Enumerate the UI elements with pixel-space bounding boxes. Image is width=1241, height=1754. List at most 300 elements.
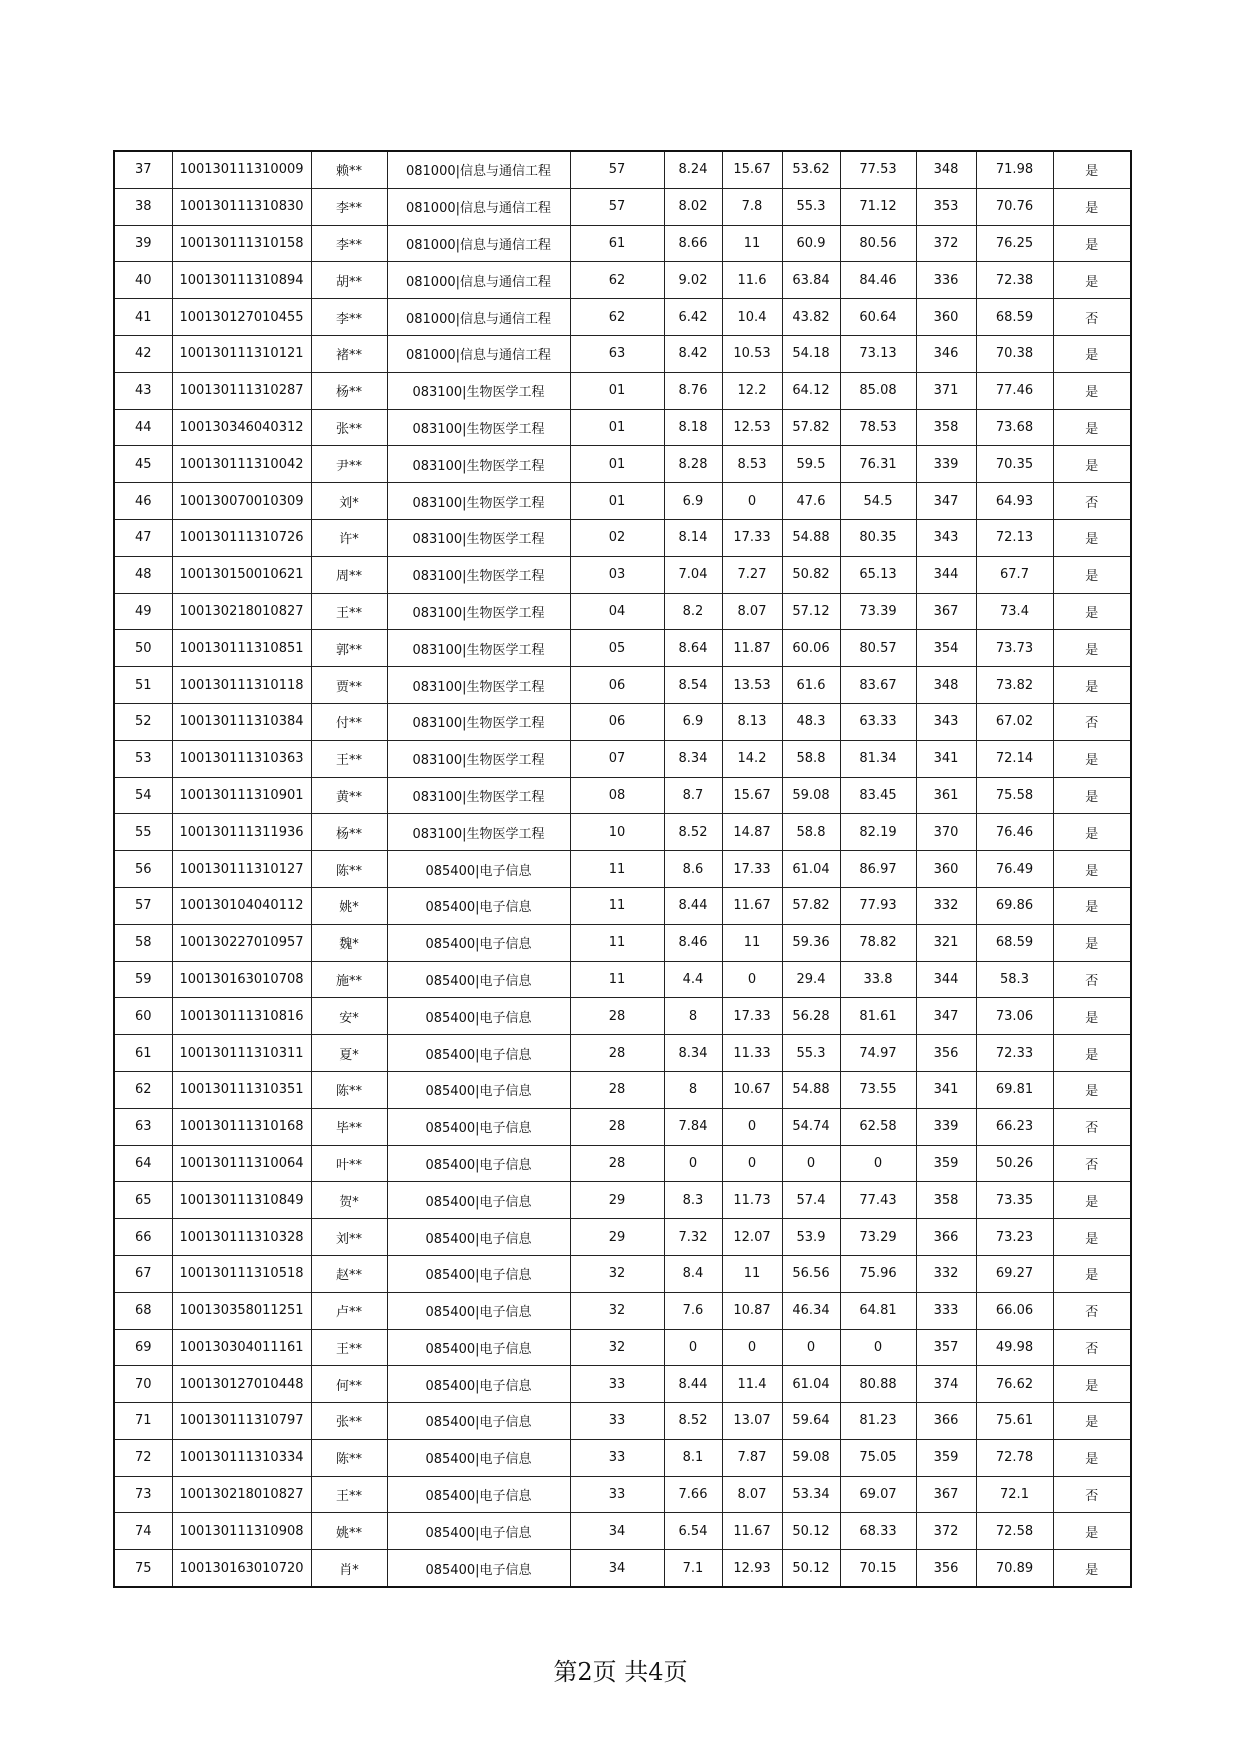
cell-exam-id: 100130111310118 — [172, 667, 311, 704]
cell-direction-code: 63 — [570, 335, 664, 372]
cell-direction-code: 11 — [570, 924, 664, 961]
cell-initial-score: 339 — [916, 446, 976, 483]
table-row — [114, 262, 1131, 299]
cell-final-score: 73.06 — [976, 998, 1053, 1035]
cell-score-c: 64.12 — [782, 372, 840, 409]
cell-row-number: 68 — [114, 1292, 172, 1329]
cell-score-a: 8.28 — [664, 446, 722, 483]
cell-name: 贾** — [311, 667, 387, 704]
cell-score-b: 11.33 — [722, 1035, 782, 1072]
cell-final-score: 71.98 — [976, 151, 1053, 188]
cell-name: 杨** — [311, 814, 387, 851]
cell-name: 刘** — [311, 1219, 387, 1256]
cell-row-number: 52 — [114, 703, 172, 740]
cell-score-total: 83.67 — [840, 667, 916, 704]
cell-major: 085400|电子信息 — [387, 1071, 570, 1108]
cell-score-c: 48.3 — [782, 703, 840, 740]
cell-exam-id: 100130111310851 — [172, 630, 311, 667]
cell-name: 卢** — [311, 1292, 387, 1329]
cell-score-b: 0 — [722, 961, 782, 998]
cell-initial-score: 358 — [916, 409, 976, 446]
cell-row-number: 70 — [114, 1366, 172, 1403]
cell-major: 085400|电子信息 — [387, 851, 570, 888]
cell-score-total: 75.05 — [840, 1439, 916, 1476]
cell-score-b: 11 — [722, 1255, 782, 1292]
cell-initial-score: 343 — [916, 519, 976, 556]
cell-exam-id: 100130227010957 — [172, 924, 311, 961]
cell-name: 贺* — [311, 1182, 387, 1219]
cell-name: 赖** — [311, 151, 387, 188]
results-table — [113, 150, 1132, 1588]
cell-exam-id: 100130111310849 — [172, 1182, 311, 1219]
cell-score-total: 74.97 — [840, 1035, 916, 1072]
cell-admitted: 是 — [1053, 262, 1131, 299]
cell-score-total: 73.13 — [840, 335, 916, 372]
cell-direction-code: 10 — [570, 814, 664, 851]
cell-exam-id: 100130111310830 — [172, 188, 311, 225]
cell-initial-score: 348 — [916, 151, 976, 188]
cell-direction-code: 29 — [570, 1182, 664, 1219]
cell-admitted: 是 — [1053, 1071, 1131, 1108]
cell-admitted: 是 — [1053, 1403, 1131, 1440]
cell-score-a: 8.76 — [664, 372, 722, 409]
cell-score-total: 81.34 — [840, 740, 916, 777]
cell-exam-id: 100130111310797 — [172, 1403, 311, 1440]
cell-score-total: 78.82 — [840, 924, 916, 961]
cell-final-score: 76.62 — [976, 1366, 1053, 1403]
cell-initial-score: 360 — [916, 299, 976, 336]
cell-initial-score: 356 — [916, 1550, 976, 1587]
cell-score-a: 8.46 — [664, 924, 722, 961]
cell-row-number: 71 — [114, 1403, 172, 1440]
cell-initial-score: 356 — [916, 1035, 976, 1072]
cell-name: 陈** — [311, 1439, 387, 1476]
cell-initial-score: 344 — [916, 961, 976, 998]
cell-final-score: 73.68 — [976, 409, 1053, 446]
cell-score-c: 58.8 — [782, 740, 840, 777]
cell-score-a: 8.2 — [664, 593, 722, 630]
cell-score-c: 46.34 — [782, 1292, 840, 1329]
cell-score-total: 73.39 — [840, 593, 916, 630]
cell-exam-id: 100130111310127 — [172, 851, 311, 888]
cell-row-number: 38 — [114, 188, 172, 225]
cell-initial-score: 332 — [916, 887, 976, 924]
cell-score-b: 10.4 — [722, 299, 782, 336]
cell-initial-score: 372 — [916, 1513, 976, 1550]
cell-admitted: 否 — [1053, 1145, 1131, 1182]
cell-admitted: 是 — [1053, 446, 1131, 483]
cell-row-number: 56 — [114, 851, 172, 888]
cell-score-c: 54.88 — [782, 1071, 840, 1108]
cell-exam-id: 100130111310518 — [172, 1255, 311, 1292]
table-row — [114, 814, 1131, 851]
cell-direction-code: 01 — [570, 446, 664, 483]
cell-score-total: 0 — [840, 1329, 916, 1366]
cell-final-score: 68.59 — [976, 299, 1053, 336]
cell-score-a: 8.52 — [664, 1403, 722, 1440]
cell-initial-score: 332 — [916, 1255, 976, 1292]
cell-direction-code: 02 — [570, 519, 664, 556]
cell-score-total: 70.15 — [840, 1550, 916, 1587]
cell-score-b: 8.13 — [722, 703, 782, 740]
cell-score-b: 8.53 — [722, 446, 782, 483]
cell-final-score: 72.38 — [976, 262, 1053, 299]
cell-major: 083100|生物医学工程 — [387, 630, 570, 667]
cell-direction-code: 11 — [570, 887, 664, 924]
cell-score-a: 8.6 — [664, 851, 722, 888]
cell-score-c: 57.4 — [782, 1182, 840, 1219]
cell-final-score: 76.25 — [976, 225, 1053, 262]
cell-final-score: 69.81 — [976, 1071, 1053, 1108]
cell-admitted: 否 — [1053, 1108, 1131, 1145]
cell-name: 杨** — [311, 372, 387, 409]
cell-major: 085400|电子信息 — [387, 1219, 570, 1256]
cell-score-b: 8.07 — [722, 593, 782, 630]
cell-major: 081000|信息与通信工程 — [387, 299, 570, 336]
cell-exam-id: 100130358011251 — [172, 1292, 311, 1329]
cell-row-number: 40 — [114, 262, 172, 299]
table-row — [114, 667, 1131, 704]
cell-direction-code: 01 — [570, 409, 664, 446]
cell-score-total: 77.93 — [840, 887, 916, 924]
cell-exam-id: 100130111310287 — [172, 372, 311, 409]
cell-exam-id: 100130111310908 — [172, 1513, 311, 1550]
cell-score-c: 61.04 — [782, 851, 840, 888]
cell-score-a: 7.04 — [664, 556, 722, 593]
cell-final-score: 75.61 — [976, 1403, 1053, 1440]
cell-direction-code: 33 — [570, 1403, 664, 1440]
cell-major: 085400|电子信息 — [387, 1366, 570, 1403]
cell-admitted: 是 — [1053, 593, 1131, 630]
cell-major: 085400|电子信息 — [387, 1513, 570, 1550]
cell-row-number: 73 — [114, 1476, 172, 1513]
cell-direction-code: 11 — [570, 961, 664, 998]
cell-row-number: 54 — [114, 777, 172, 814]
cell-initial-score: 344 — [916, 556, 976, 593]
cell-major: 083100|生物医学工程 — [387, 372, 570, 409]
cell-row-number: 72 — [114, 1439, 172, 1476]
table-row — [114, 1108, 1131, 1145]
cell-admitted: 是 — [1053, 519, 1131, 556]
cell-initial-score: 321 — [916, 924, 976, 961]
cell-direction-code: 32 — [570, 1292, 664, 1329]
cell-direction-code: 28 — [570, 1071, 664, 1108]
cell-exam-id: 100130111310384 — [172, 703, 311, 740]
cell-admitted: 是 — [1053, 372, 1131, 409]
cell-major: 083100|生物医学工程 — [387, 519, 570, 556]
cell-name: 姚** — [311, 1513, 387, 1550]
cell-score-c: 59.5 — [782, 446, 840, 483]
cell-major: 085400|电子信息 — [387, 1329, 570, 1366]
cell-direction-code: 32 — [570, 1329, 664, 1366]
cell-direction-code: 62 — [570, 262, 664, 299]
cell-score-c: 57.82 — [782, 409, 840, 446]
cell-initial-score: 367 — [916, 593, 976, 630]
cell-admitted: 否 — [1053, 1292, 1131, 1329]
cell-score-a: 8.64 — [664, 630, 722, 667]
cell-name: 张** — [311, 1403, 387, 1440]
cell-major: 081000|信息与通信工程 — [387, 225, 570, 262]
table-row — [114, 556, 1131, 593]
cell-score-b: 12.53 — [722, 409, 782, 446]
table-row — [114, 1439, 1131, 1476]
table-row — [114, 483, 1131, 520]
cell-final-score: 49.98 — [976, 1329, 1053, 1366]
cell-score-b: 12.07 — [722, 1219, 782, 1256]
cell-major: 083100|生物医学工程 — [387, 556, 570, 593]
cell-score-total: 81.61 — [840, 998, 916, 1035]
cell-admitted: 是 — [1053, 1255, 1131, 1292]
cell-score-a: 7.32 — [664, 1219, 722, 1256]
cell-score-b: 13.53 — [722, 667, 782, 704]
cell-exam-id: 100130111310334 — [172, 1439, 311, 1476]
cell-name: 王** — [311, 593, 387, 630]
cell-score-a: 8.02 — [664, 188, 722, 225]
cell-major: 085400|电子信息 — [387, 1550, 570, 1587]
cell-initial-score: 354 — [916, 630, 976, 667]
cell-score-c: 61.6 — [782, 667, 840, 704]
cell-final-score: 72.13 — [976, 519, 1053, 556]
cell-score-b: 11.6 — [722, 262, 782, 299]
cell-score-total: 80.35 — [840, 519, 916, 556]
cell-admitted: 是 — [1053, 777, 1131, 814]
cell-score-total: 65.13 — [840, 556, 916, 593]
cell-exam-id: 100130111310311 — [172, 1035, 311, 1072]
cell-admitted: 是 — [1053, 409, 1131, 446]
cell-major: 083100|生物医学工程 — [387, 446, 570, 483]
cell-major: 085400|电子信息 — [387, 1145, 570, 1182]
cell-final-score: 70.38 — [976, 335, 1053, 372]
cell-admitted: 是 — [1053, 667, 1131, 704]
cell-initial-score: 343 — [916, 703, 976, 740]
cell-score-b: 0 — [722, 1108, 782, 1145]
cell-final-score: 72.58 — [976, 1513, 1053, 1550]
cell-final-score: 73.4 — [976, 593, 1053, 630]
cell-score-b: 7.8 — [722, 188, 782, 225]
cell-admitted: 是 — [1053, 556, 1131, 593]
table-row — [114, 630, 1131, 667]
cell-exam-id: 100130150010621 — [172, 556, 311, 593]
cell-admitted: 是 — [1053, 887, 1131, 924]
cell-major: 081000|信息与通信工程 — [387, 262, 570, 299]
cell-score-c: 57.82 — [782, 887, 840, 924]
cell-name: 魏* — [311, 924, 387, 961]
table-row — [114, 998, 1131, 1035]
cell-direction-code: 28 — [570, 998, 664, 1035]
cell-score-c: 0 — [782, 1329, 840, 1366]
cell-score-b: 7.27 — [722, 556, 782, 593]
cell-score-a: 9.02 — [664, 262, 722, 299]
cell-initial-score: 336 — [916, 262, 976, 299]
cell-direction-code: 61 — [570, 225, 664, 262]
cell-initial-score: 357 — [916, 1329, 976, 1366]
cell-score-c: 53.9 — [782, 1219, 840, 1256]
cell-name: 胡** — [311, 262, 387, 299]
cell-exam-id: 100130111310064 — [172, 1145, 311, 1182]
cell-direction-code: 07 — [570, 740, 664, 777]
cell-major: 083100|生物医学工程 — [387, 814, 570, 851]
table-row — [114, 887, 1131, 924]
cell-score-c: 59.36 — [782, 924, 840, 961]
cell-direction-code: 11 — [570, 851, 664, 888]
cell-score-total: 77.53 — [840, 151, 916, 188]
cell-final-score: 72.33 — [976, 1035, 1053, 1072]
cell-direction-code: 33 — [570, 1476, 664, 1513]
cell-initial-score: 348 — [916, 667, 976, 704]
table-row — [114, 1292, 1131, 1329]
cell-exam-id: 100130111311936 — [172, 814, 311, 851]
cell-admitted: 否 — [1053, 1329, 1131, 1366]
cell-score-a: 6.54 — [664, 1513, 722, 1550]
cell-exam-id: 100130218010827 — [172, 593, 311, 630]
cell-initial-score: 366 — [916, 1403, 976, 1440]
cell-row-number: 51 — [114, 667, 172, 704]
cell-initial-score: 341 — [916, 1071, 976, 1108]
table-row — [114, 1329, 1131, 1366]
cell-score-total: 54.5 — [840, 483, 916, 520]
cell-score-total: 63.33 — [840, 703, 916, 740]
cell-score-a: 8.66 — [664, 225, 722, 262]
table-row — [114, 740, 1131, 777]
cell-score-a: 8.44 — [664, 1366, 722, 1403]
cell-row-number: 39 — [114, 225, 172, 262]
cell-admitted: 是 — [1053, 1035, 1131, 1072]
cell-major: 085400|电子信息 — [387, 1403, 570, 1440]
cell-score-c: 0 — [782, 1145, 840, 1182]
cell-exam-id: 100130163010720 — [172, 1550, 311, 1587]
cell-score-a: 7.66 — [664, 1476, 722, 1513]
cell-major: 085400|电子信息 — [387, 998, 570, 1035]
cell-initial-score: 371 — [916, 372, 976, 409]
cell-score-c: 59.64 — [782, 1403, 840, 1440]
cell-name: 安* — [311, 998, 387, 1035]
cell-exam-id: 100130346040312 — [172, 409, 311, 446]
cell-direction-code: 57 — [570, 188, 664, 225]
cell-major: 085400|电子信息 — [387, 1108, 570, 1145]
cell-row-number: 47 — [114, 519, 172, 556]
cell-final-score: 76.49 — [976, 851, 1053, 888]
cell-direction-code: 62 — [570, 299, 664, 336]
cell-direction-code: 08 — [570, 777, 664, 814]
cell-admitted: 是 — [1053, 1439, 1131, 1476]
cell-score-a: 8.14 — [664, 519, 722, 556]
cell-score-a: 7.84 — [664, 1108, 722, 1145]
cell-direction-code: 04 — [570, 593, 664, 630]
cell-direction-code: 34 — [570, 1513, 664, 1550]
cell-major: 085400|电子信息 — [387, 1292, 570, 1329]
cell-final-score: 68.59 — [976, 924, 1053, 961]
cell-initial-score: 353 — [916, 188, 976, 225]
cell-score-c: 63.84 — [782, 262, 840, 299]
cell-score-c: 54.88 — [782, 519, 840, 556]
cell-score-b: 11 — [722, 924, 782, 961]
table-row — [114, 1403, 1131, 1440]
cell-score-b: 0 — [722, 1145, 782, 1182]
table-row — [114, 1219, 1131, 1256]
cell-score-c: 58.8 — [782, 814, 840, 851]
cell-score-b: 15.67 — [722, 151, 782, 188]
cell-initial-score: 341 — [916, 740, 976, 777]
cell-row-number: 63 — [114, 1108, 172, 1145]
cell-admitted: 是 — [1053, 151, 1131, 188]
cell-name: 王** — [311, 1476, 387, 1513]
table-row — [114, 1035, 1131, 1072]
table-row — [114, 851, 1131, 888]
cell-final-score: 73.82 — [976, 667, 1053, 704]
cell-score-total: 73.55 — [840, 1071, 916, 1108]
cell-major: 085400|电子信息 — [387, 924, 570, 961]
cell-name: 施** — [311, 961, 387, 998]
cell-initial-score: 370 — [916, 814, 976, 851]
cell-score-c: 43.82 — [782, 299, 840, 336]
cell-name: 李** — [311, 188, 387, 225]
cell-score-b: 17.33 — [722, 851, 782, 888]
cell-score-total: 85.08 — [840, 372, 916, 409]
cell-score-c: 50.82 — [782, 556, 840, 593]
cell-exam-id: 100130104040112 — [172, 887, 311, 924]
table-row — [114, 1145, 1131, 1182]
cell-admitted: 是 — [1053, 814, 1131, 851]
cell-name: 姚* — [311, 887, 387, 924]
cell-score-c: 53.62 — [782, 151, 840, 188]
table-row — [114, 1071, 1131, 1108]
cell-direction-code: 03 — [570, 556, 664, 593]
cell-score-a: 6.42 — [664, 299, 722, 336]
cell-row-number: 75 — [114, 1550, 172, 1587]
cell-initial-score: 333 — [916, 1292, 976, 1329]
cell-score-a: 0 — [664, 1329, 722, 1366]
cell-score-b: 17.33 — [722, 998, 782, 1035]
cell-final-score: 70.35 — [976, 446, 1053, 483]
cell-final-score: 58.3 — [976, 961, 1053, 998]
cell-major: 081000|信息与通信工程 — [387, 188, 570, 225]
cell-score-a: 6.9 — [664, 483, 722, 520]
table-row — [114, 703, 1131, 740]
cell-direction-code: 33 — [570, 1439, 664, 1476]
cell-score-b: 11.67 — [722, 887, 782, 924]
cell-admitted: 是 — [1053, 740, 1131, 777]
cell-score-total: 80.56 — [840, 225, 916, 262]
cell-score-b: 0 — [722, 1329, 782, 1366]
cell-exam-id: 100130111310009 — [172, 151, 311, 188]
cell-row-number: 67 — [114, 1255, 172, 1292]
cell-exam-id: 100130111310168 — [172, 1108, 311, 1145]
cell-row-number: 62 — [114, 1071, 172, 1108]
cell-score-total: 77.43 — [840, 1182, 916, 1219]
cell-row-number: 66 — [114, 1219, 172, 1256]
cell-score-b: 14.87 — [722, 814, 782, 851]
cell-initial-score: 374 — [916, 1366, 976, 1403]
cell-exam-id: 100130111310816 — [172, 998, 311, 1035]
cell-score-a: 0 — [664, 1145, 722, 1182]
cell-initial-score: 347 — [916, 998, 976, 1035]
cell-direction-code: 33 — [570, 1366, 664, 1403]
cell-major: 081000|信息与通信工程 — [387, 151, 570, 188]
cell-score-b: 12.2 — [722, 372, 782, 409]
cell-exam-id: 100130111310042 — [172, 446, 311, 483]
cell-score-c: 29.4 — [782, 961, 840, 998]
cell-score-c: 61.04 — [782, 1366, 840, 1403]
cell-name: 何** — [311, 1366, 387, 1403]
cell-initial-score: 360 — [916, 851, 976, 888]
cell-direction-code: 28 — [570, 1035, 664, 1072]
cell-score-c: 56.56 — [782, 1255, 840, 1292]
cell-score-total: 0 — [840, 1145, 916, 1182]
table-row — [114, 1550, 1131, 1587]
cell-row-number: 43 — [114, 372, 172, 409]
cell-direction-code: 06 — [570, 703, 664, 740]
cell-initial-score: 359 — [916, 1439, 976, 1476]
